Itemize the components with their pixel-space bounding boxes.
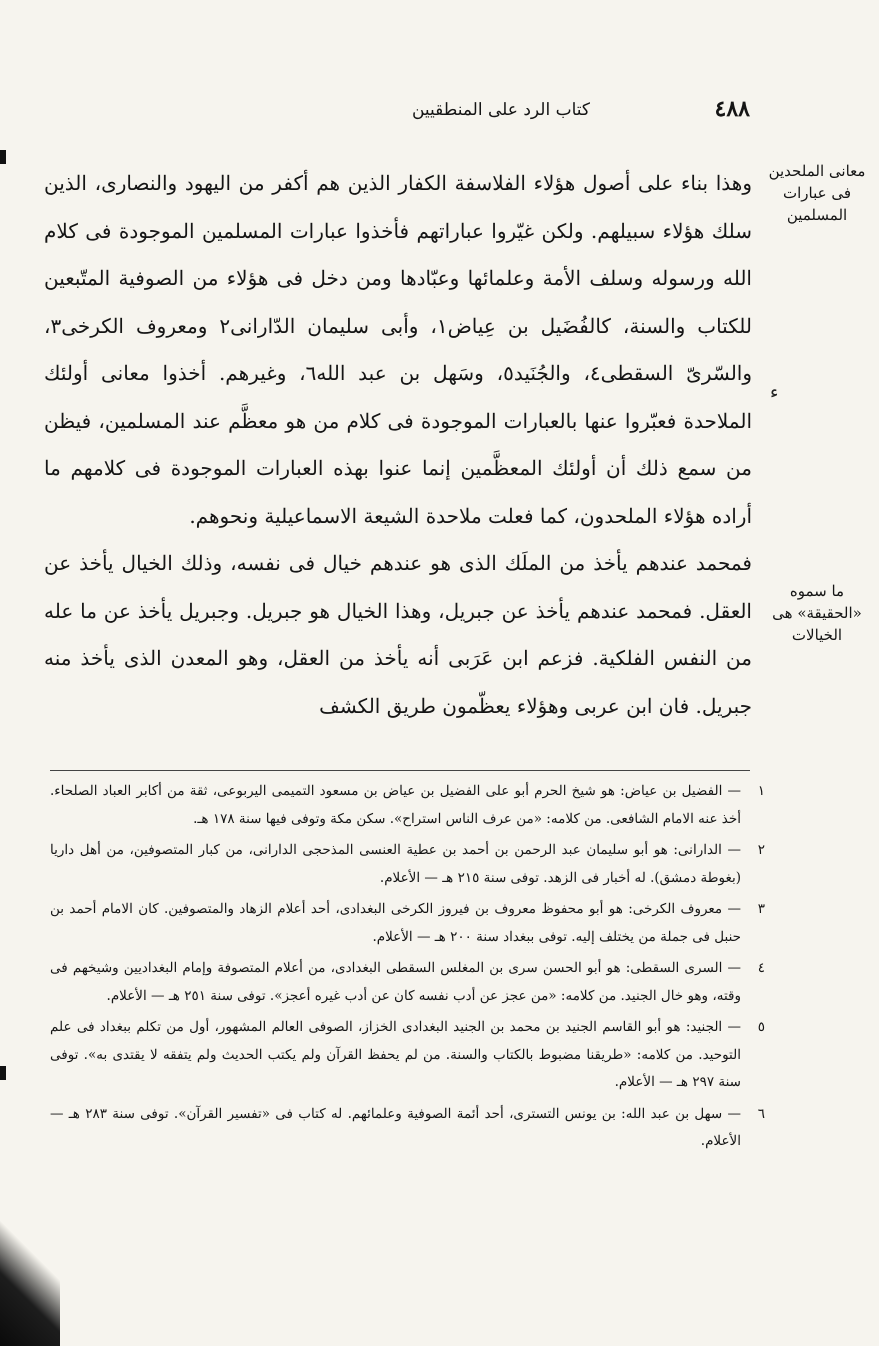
footnote-number: ١ xyxy=(757,783,765,799)
side-note: معانى الملحدين فى عبارات المسلمين xyxy=(768,162,866,224)
footnote xyxy=(50,1014,765,1097)
page-header xyxy=(290,96,750,130)
footnote xyxy=(50,778,765,833)
footnote-number: ٦ xyxy=(757,1105,765,1122)
footnote-text: — السرى السقطى: هو أبو الحسن سرى بن المغلس السقطى البغدادى، من أعلام المتصوفة وإمام البغداديين وشيخهم فى وقته، وهو خال الجنيد. من كلامه: «من عجز عن أدب نفسه كان عن أدب غيره أعجز». توفى سنة ٢٥١ هـ — الأعلام. xyxy=(50,960,741,1004)
paragraph: وهذا بناء على أصول هؤلاء الفلاسفة الكفار الذين هم أكفر من اليهود والنصارى، الذين سلك هؤلاء سبيلهم. ولكن غيّروا عباراتهم فأخذوا عبارات المسلمين الموجودة فى كلام الله ورسوله وسلف الأمة وعلمائها وعبّادها ومن دخل فى هؤلاء من الصوفية المتّبعين للكتاب والسنة، كالفُضَيل بن عِياض١، وأبى سليمان الدّارانى٢ ومعروف الكرخى٣، والسّرىّ السقطى٤، والجُنَيد٥، وسَهل بن عبد الله٦، وغيرهم. أخذوا معانى أولئك الملاحدة فعبّروا عنها بالعبارات الموجودة فى كلام من هو معظَّم عند المسلمين، فيظن من سمع ذلك أن أولئك المعظَّمين إنما عنوا بهذه العبارات الموجودة فى كلامهم ما أراده هؤلاء الملحدون، كما فعلت ملاحدة الشيعة الاسماعيلية ونحوهم. xyxy=(44,171,753,528)
footnote-divider xyxy=(50,770,750,771)
footnote xyxy=(50,1101,765,1156)
footnote xyxy=(50,837,765,892)
footnote-number: ٤ xyxy=(757,960,765,976)
page-corner-shadow xyxy=(0,1196,60,1346)
page-number: ٤٨٨ xyxy=(714,96,750,122)
footnote-number: ٣ xyxy=(757,901,765,917)
margin-mark: ء xyxy=(770,382,779,403)
footnote xyxy=(50,955,765,1010)
running-title: كتاب الرد على المنطقيين xyxy=(411,100,590,120)
footnote-text: — سهل بن عبد الله: بن يونس التسترى، أحد أئمة الصوفية وعلمائهم. له كتاب فى «تفسير القرآن». توفى سنة ٢٨٣ هـ — الأعلام. xyxy=(50,1105,741,1149)
footnote xyxy=(50,896,765,951)
footnote-text: — الدارانى: هو أبو سليمان عبد الرحمن بن أحمد بن عطية العنسى المذحجى الدارانى، من كبار المتصوفين، من أهل داريا (بغوطة دمشق). له أخبار فى الزهد. توفى سنة ٢١٥ هـ — الأعلام. xyxy=(50,842,741,886)
binding-mark xyxy=(0,1066,6,1080)
binding-mark xyxy=(0,150,6,164)
footnote-number: ٥ xyxy=(757,1019,765,1035)
footnote-number: ٢ xyxy=(757,842,765,858)
footnote-text: — الجنيد: هو أبو القاسم الجنيد بن محمد بن الجنيد البغدادى الخزاز، الصوفى العالم المشهور، أول من تكلم ببغداد فى علم التوحيد. من كلامه: «طريقنا مضبوط بالكتاب والسنة. من لم يحفظ القرآن ولم يكتب الحديث ولم يتفقه لا يقتدى به». توفى سنة ٢٩٧ هـ — الأعلام. xyxy=(50,1019,741,1090)
footnote-text: — معروف الكرخى: هو أبو محفوظ معروف بن فيروز الكرخى البغدادى، أحد أعلام الزهاد والمتصوفين. كان الامام أحمد بن حنبل فى جملة من يختلف إليه. توفى ببغداد سنة ٢٠٠ هـ — الأعلام. xyxy=(50,901,741,945)
footnote-text: — الفضيل بن عياض: هو شيخ الحرم أبو على الفضيل بن عياض بن مسعود التميمى اليربوعى، ثقة من أكابر العباد الصلحاء. أخذ عنه الامام الشافعى. من كلامه: «من عرف الناس استراح». سكن مكة وتوفى فيها سنة ١٧٨ هـ. xyxy=(50,783,741,827)
footnotes xyxy=(50,778,765,1160)
side-note: ما سموه «الحقيقة» هى الخيالات xyxy=(772,582,862,644)
paragraph: فمحمد عندهم يأخذ من الملَك الذى هو عندهم خيال فى نفسه، وذلك الخيال يأخذ عن العقل. فمحمد عندهم يأخذ عن جبريل، وهذا الخيال هو جبريل. وجبريل يأخذ عن ما عله من النفس الفلكية. فزعم ابن عَرَبى أنه يأخذ من العقل، وهو المعدن الذى يأخذ منه جبريل. فان ابن عربى وهؤلاء يعظّمون طريق الكشف xyxy=(44,551,752,718)
main-text xyxy=(44,160,752,730)
